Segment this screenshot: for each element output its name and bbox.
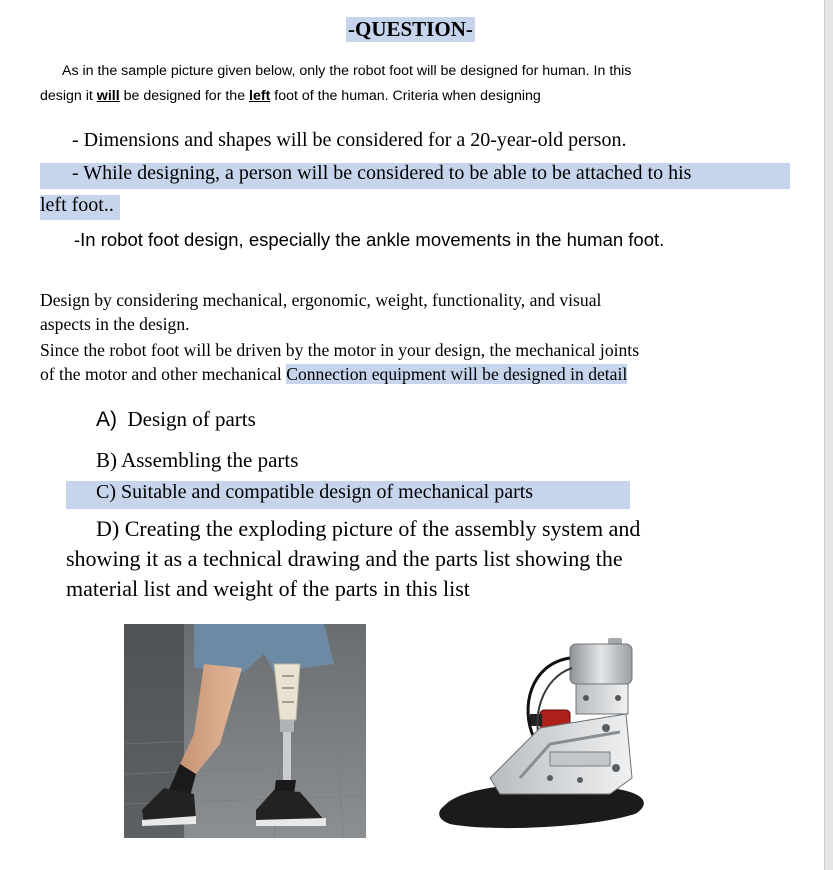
criterion-1: - Dimensions and shapes will be considered for a 20-year-old person. <box>72 129 627 151</box>
emphasis-left: left <box>249 88 271 104</box>
prosthetic-leg-illustration <box>124 624 366 838</box>
criterion-2-line-2: left foot.. <box>40 194 114 216</box>
criterion-2-line-1: - While designing, a person will be considered to be able to be attached to his <box>72 162 692 184</box>
paragraph-line-1: Design by considering mechanical, ergonomic, weight, functionality, and visual <box>40 290 602 310</box>
paragraph-line-2: aspects in the design. <box>40 314 190 334</box>
prosthetic-leg-photo <box>124 624 366 838</box>
task-d-line-2: showing it as a technical drawing and the parts list showing the <box>66 546 623 571</box>
page-edge <box>824 0 833 870</box>
task-b: B) Assembling the parts <box>96 448 299 472</box>
robot-foot-illustration <box>430 628 660 838</box>
robot-foot-image <box>430 628 660 838</box>
task-a: A) Design of parts <box>96 407 256 431</box>
task-d-line-3: material list and weight of the parts in this list <box>66 576 470 601</box>
intro-line-2: design it will be designed for the left foot of the human. Criteria when designing <box>40 88 541 104</box>
paragraph-line-3: Since the robot foot will be driven by the motor in your design, the mechanical joints <box>40 340 640 360</box>
criterion-3: -In robot foot design, especially the ankle movements in the human foot. <box>74 229 665 250</box>
highlighted-phrase: Connection equipment will be designed in detail <box>286 364 628 384</box>
emphasis-will: will <box>96 88 120 104</box>
paragraph-line-4: of the motor and other mechanical Connection equipment will be designed in detail <box>40 364 628 384</box>
intro-line-1: As in the sample picture given below, only the robot foot will be designed for human. In this <box>62 63 632 79</box>
task-c: C) Suitable and compatible design of mechanical parts <box>96 481 534 503</box>
task-d-line-1: D) Creating the exploding picture of the assembly system and <box>96 516 641 541</box>
question-title: -QUESTION- <box>348 17 473 41</box>
